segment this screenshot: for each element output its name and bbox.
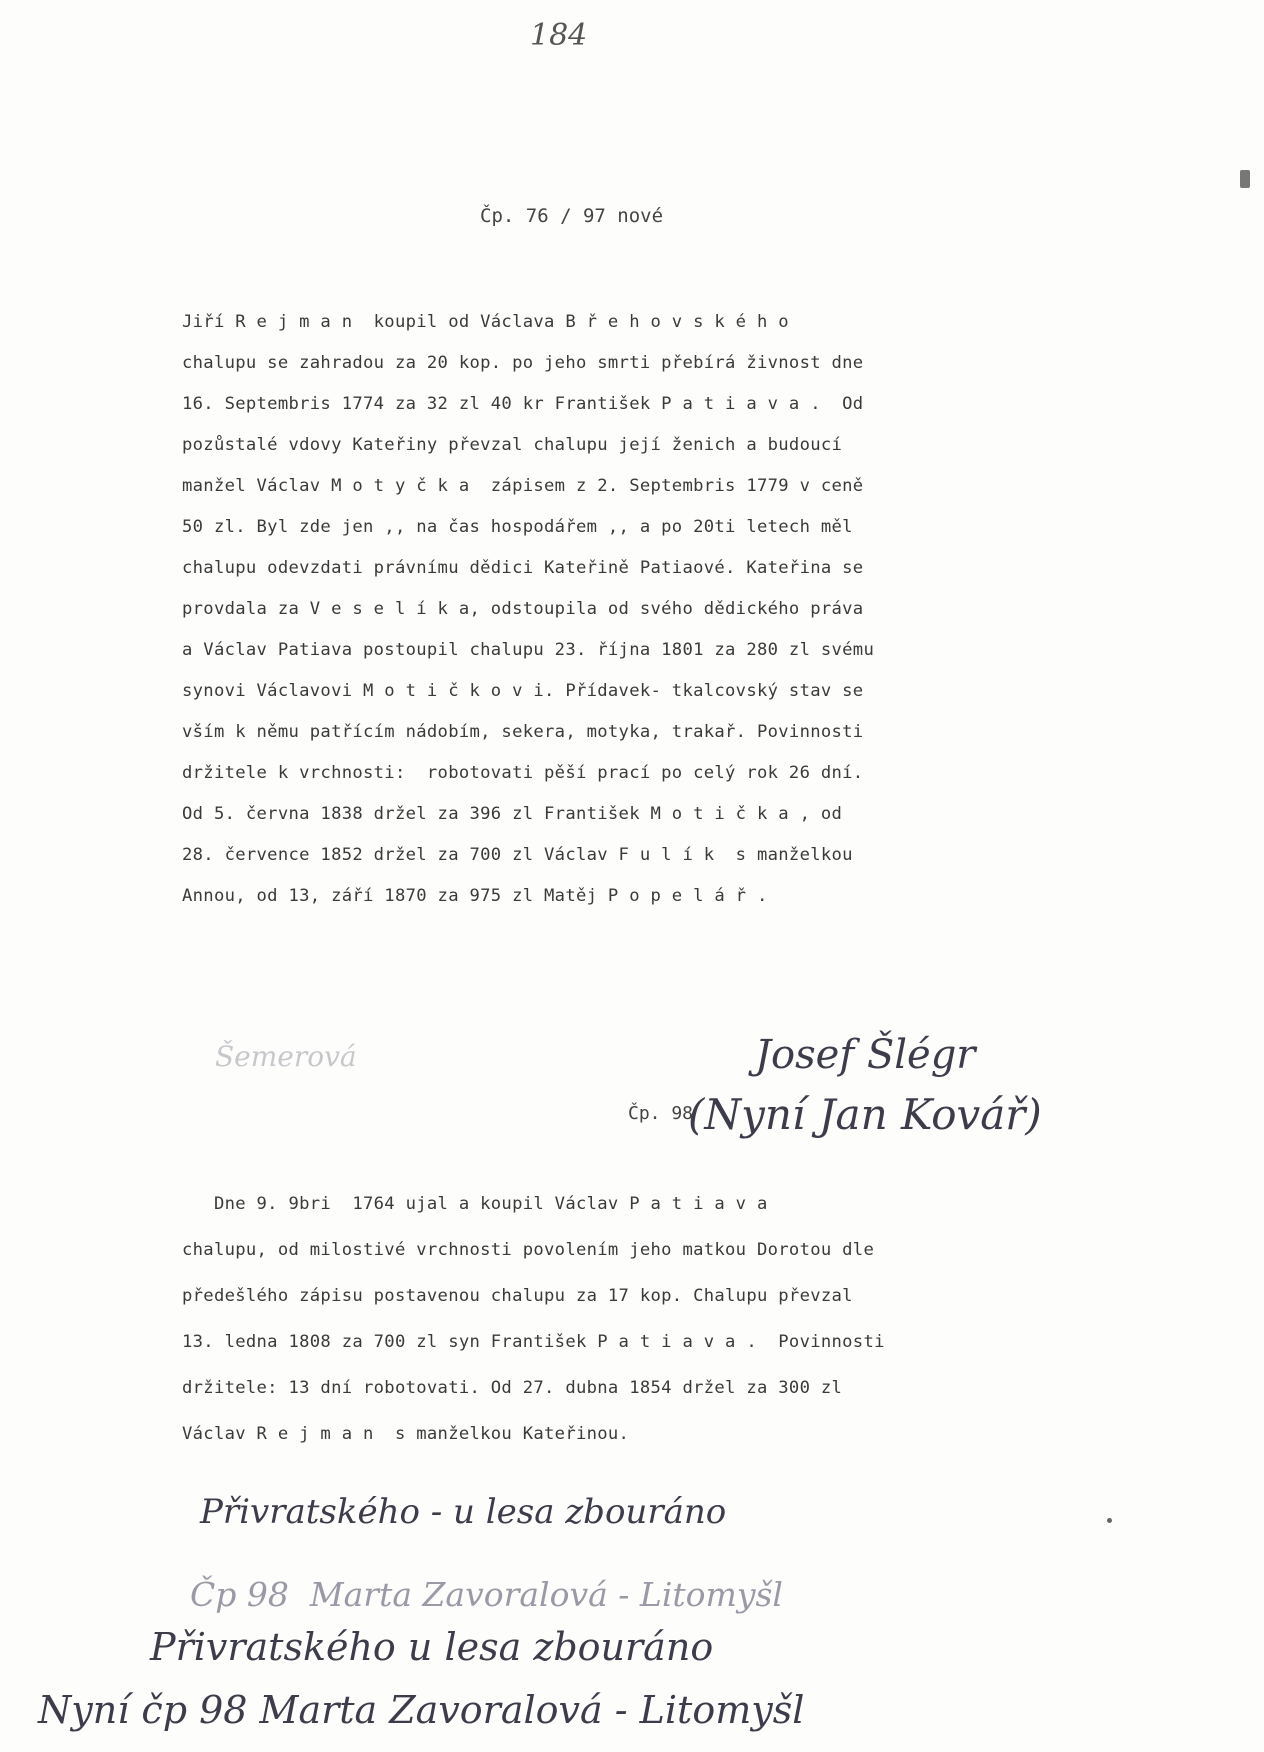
property-history-text-2 bbox=[182, 1181, 1142, 1457]
handwritten-note: Přivratského - u lesa zbouráno bbox=[200, 1492, 727, 1532]
page-number: 184 bbox=[530, 18, 588, 53]
handwritten-note: Čp 98 Marta Zavoralová - Litomyšl bbox=[190, 1575, 783, 1614]
text-line: držitele k vrchnosti: robotovati pěší prací po celý rok 26 dní. bbox=[182, 763, 864, 783]
text-line: provdala za V e s e l í k a, odstoupila od svého dědického práva bbox=[182, 599, 864, 619]
text-line: 28. července 1852 držel za 700 zl Václav F u l í k s manželkou bbox=[182, 845, 853, 865]
text-line: Václav R e j m a n s manželkou Kateřinou. bbox=[182, 1424, 630, 1444]
ink-dot bbox=[1107, 1518, 1112, 1523]
text-line: pozůstalé vdovy Kateřiny převzal chalupu její ženich a budoucí bbox=[182, 435, 843, 455]
handwritten-note: Nyní čp 98 Marta Zavoralová - Litomyšl bbox=[38, 1688, 805, 1732]
text-line: chalupu, od milostivé vrchnosti povolením jeho matkou Dorotou dle bbox=[182, 1240, 875, 1260]
text-line: manžel Václav M o t y č k a zápisem z 2. Septembris 1779 v ceně bbox=[182, 476, 864, 496]
text-line: držitele: 13 dní robotovati. Od 27. dubna 1854 držel za 300 zl bbox=[182, 1378, 843, 1398]
property-subheading: Čp. 98 bbox=[628, 1103, 694, 1124]
text-line: 50 zl. Byl zde jen ,, na čas hospodářem ,, a po 20ti letech měl bbox=[182, 517, 853, 537]
text-line: Annou, od 13, září 1870 za 975 zl Matěj P o p e l á ř . bbox=[182, 886, 768, 906]
handwritten-owner-name: Josef Šlégr bbox=[755, 1032, 976, 1078]
property-history-text bbox=[182, 302, 1142, 917]
text-line: a Václav Patiava postoupil chalupu 23. října 1801 za 280 zl svému bbox=[182, 640, 875, 660]
text-line: chalupu se zahradou za 20 kop. po jeho smrti přebírá živnost dne bbox=[182, 353, 864, 373]
handwritten-note: Přivratského u lesa zbouráno bbox=[150, 1625, 714, 1669]
text-line: Dne 9. 9bri 1764 ujal a koupil Václav P a t i a v a bbox=[182, 1194, 768, 1214]
text-line: předešlého zápisu postavenou chalupu za 17 kop. Chalupu převzal bbox=[182, 1286, 853, 1306]
text-line: 13. ledna 1808 za 700 zl syn František P a t i a v a . Povinnosti bbox=[182, 1332, 885, 1352]
faint-pencil-note: Šemerová bbox=[215, 1040, 357, 1073]
text-line: Od 5. června 1838 držel za 396 zl František M o t i č k a , od bbox=[182, 804, 843, 824]
text-line: chalupu odevzdati právnímu dědici Kateřině Patiaové. Kateřina se bbox=[182, 558, 864, 578]
text-line: Jiří R e j m a n koupil od Václava B ř e h o v s k é h o bbox=[182, 312, 789, 332]
text-line: synovi Václavovi M o t i č k o v i. Přídavek- tkalcovský stav se bbox=[182, 681, 864, 701]
text-line: vším k němu patřícím nádobím, sekera, motyka, trakař. Povinnosti bbox=[182, 722, 864, 742]
edge-mark bbox=[1240, 170, 1250, 188]
handwritten-current-owner: (Nyní Jan Kovář) bbox=[688, 1090, 1042, 1139]
property-heading: Čp. 76 / 97 nové bbox=[480, 205, 664, 227]
text-line: 16. Septembris 1774 za 32 zl 40 kr František P a t i a v a . Od bbox=[182, 394, 864, 414]
